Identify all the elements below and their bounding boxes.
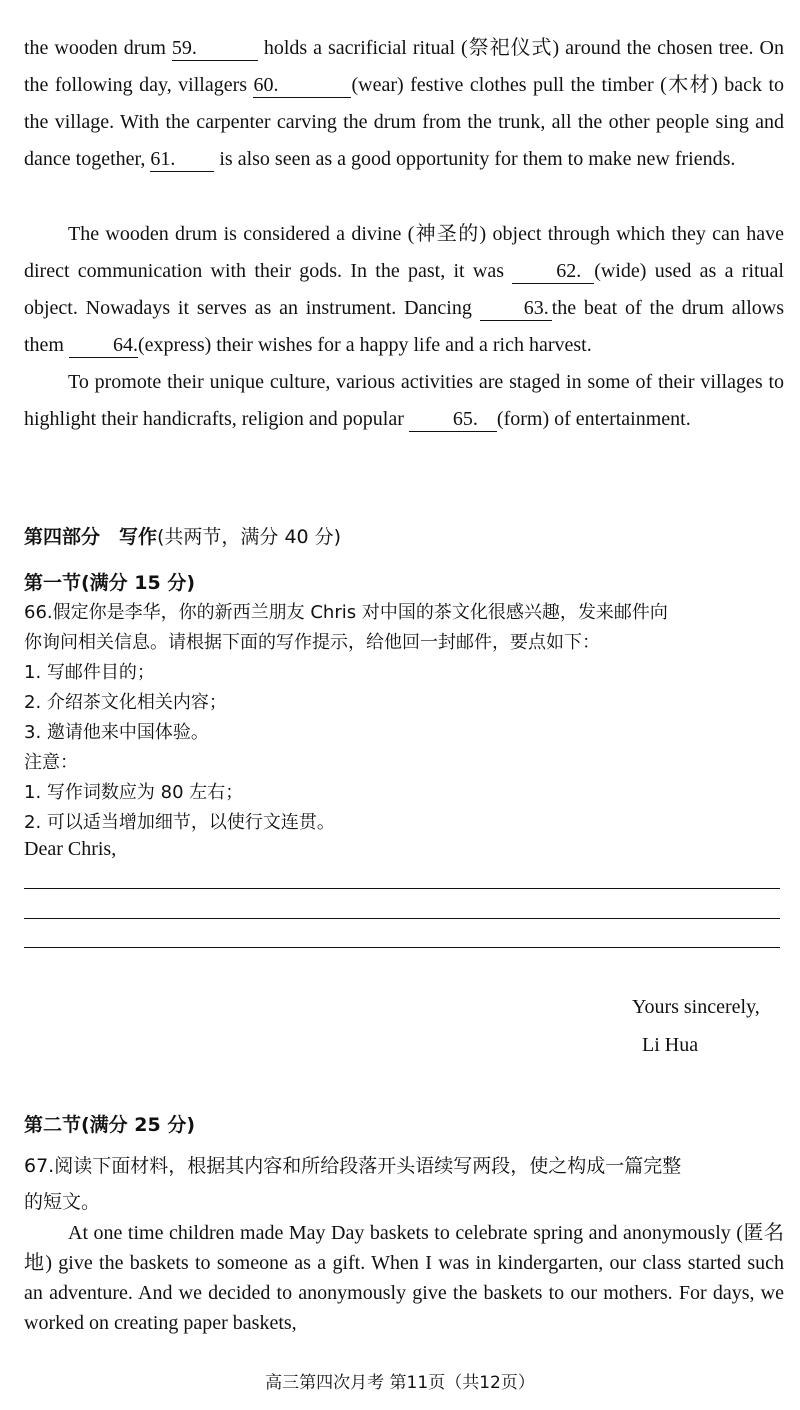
text-run: (wide) used as a ritual object. Nowadays it serves as an instrument. Dancing <box>24 260 784 319</box>
text-run: (express) their wishes for a happy life and a rich harvest. <box>138 334 592 356</box>
blank-65[interactable]: 65. <box>409 407 497 432</box>
section1-heading: 第一节(满分 15 分) <box>24 572 196 594</box>
writing-line[interactable] <box>24 918 780 919</box>
text-run: (wear) festive clothes pull the timber (木材) back to the village. With the carpenter carving the drum from the trunk, all the other people sing and dance together, <box>24 74 785 170</box>
q66-line: 2. 可以适当增加细节，以使行文连贯。 <box>24 812 335 833</box>
q66-line: 2. 介绍茶文化相关内容； <box>24 692 227 713</box>
q66-line: 1. 写邮件目的； <box>24 662 155 683</box>
q66-line: 注意： <box>24 752 78 773</box>
part4-title: 第四部分 写作 <box>24 526 158 548</box>
part4-heading <box>24 522 341 549</box>
passage-paragraph-3 <box>24 364 784 438</box>
text-run: (form) of entertainment. <box>496 408 691 430</box>
question-66 <box>24 598 784 838</box>
blank-60[interactable]: 60. <box>253 73 351 98</box>
signature: Li Hua <box>642 1034 699 1056</box>
q67-line: 的短文。 <box>24 1191 101 1213</box>
greeting: Dear Chris, <box>24 838 117 860</box>
writing-line[interactable] <box>24 947 780 948</box>
q66-line: 66.假定你是李华，你的新西兰朋友 Chris 对中国的茶文化很感兴趣，发来邮件向 <box>24 602 668 623</box>
text-run: To promote their unique culture, various activities are staged in some of their villages to highlight their handicrafts, religion and popular <box>24 371 784 430</box>
blank-63[interactable]: 63. <box>480 296 552 321</box>
blank-64[interactable]: 64. <box>69 333 138 358</box>
part4-score: (共两节，满分 40 分) <box>157 526 342 548</box>
text-run: is also seen as a good opportunity for them to make new friends. <box>214 148 736 170</box>
q67-line: 67.阅读下面材料，根据其内容和所给段落开头语续写两段，使之构成一篇完整 <box>24 1155 682 1177</box>
passage-paragraph-2 <box>24 216 784 364</box>
text-run: the beat of the drum allows them <box>24 297 784 356</box>
page-footer: 高三第四次月考 第11页（共12页） <box>265 1373 535 1393</box>
blank-59[interactable]: 59. <box>172 36 258 61</box>
blank-61[interactable]: 61. <box>150 147 214 172</box>
q66-line: 3. 邀请他来中国体验。 <box>24 722 209 743</box>
q66-line: 1. 写作词数应为 80 左右； <box>24 782 244 803</box>
text-run: the wooden drum <box>24 37 172 59</box>
writing-line[interactable] <box>24 888 780 889</box>
closing: Yours sincerely, <box>632 996 760 1018</box>
text-run: The wooden drum is considered a divine (神圣的) object through which they can have direct communication with their gods. In the past, it was <box>24 223 784 282</box>
story-paragraph: At one time children made May Day baskets to celebrate spring and anonymously (匿名地) give the baskets to someone as a gift. When I was in kindergarten, our class started such an adventure. And we decided to anonymously give the baskets to our mothers. For days, we worked on creating paper baskets, <box>24 1222 784 1334</box>
q66-line: 你询问相关信息。请根据下面的写作提示，给他回一封邮件，要点如下： <box>24 632 600 653</box>
blank-62[interactable]: 62. <box>512 259 594 284</box>
text-run: holds a sacrificial ritual (祭祀仪式) around the chosen tree. On the following day, villagers <box>24 37 784 96</box>
passage-paragraph-1 <box>24 30 784 178</box>
section2-heading: 第二节(满分 25 分) <box>24 1114 196 1136</box>
question-67 <box>24 1148 784 1220</box>
